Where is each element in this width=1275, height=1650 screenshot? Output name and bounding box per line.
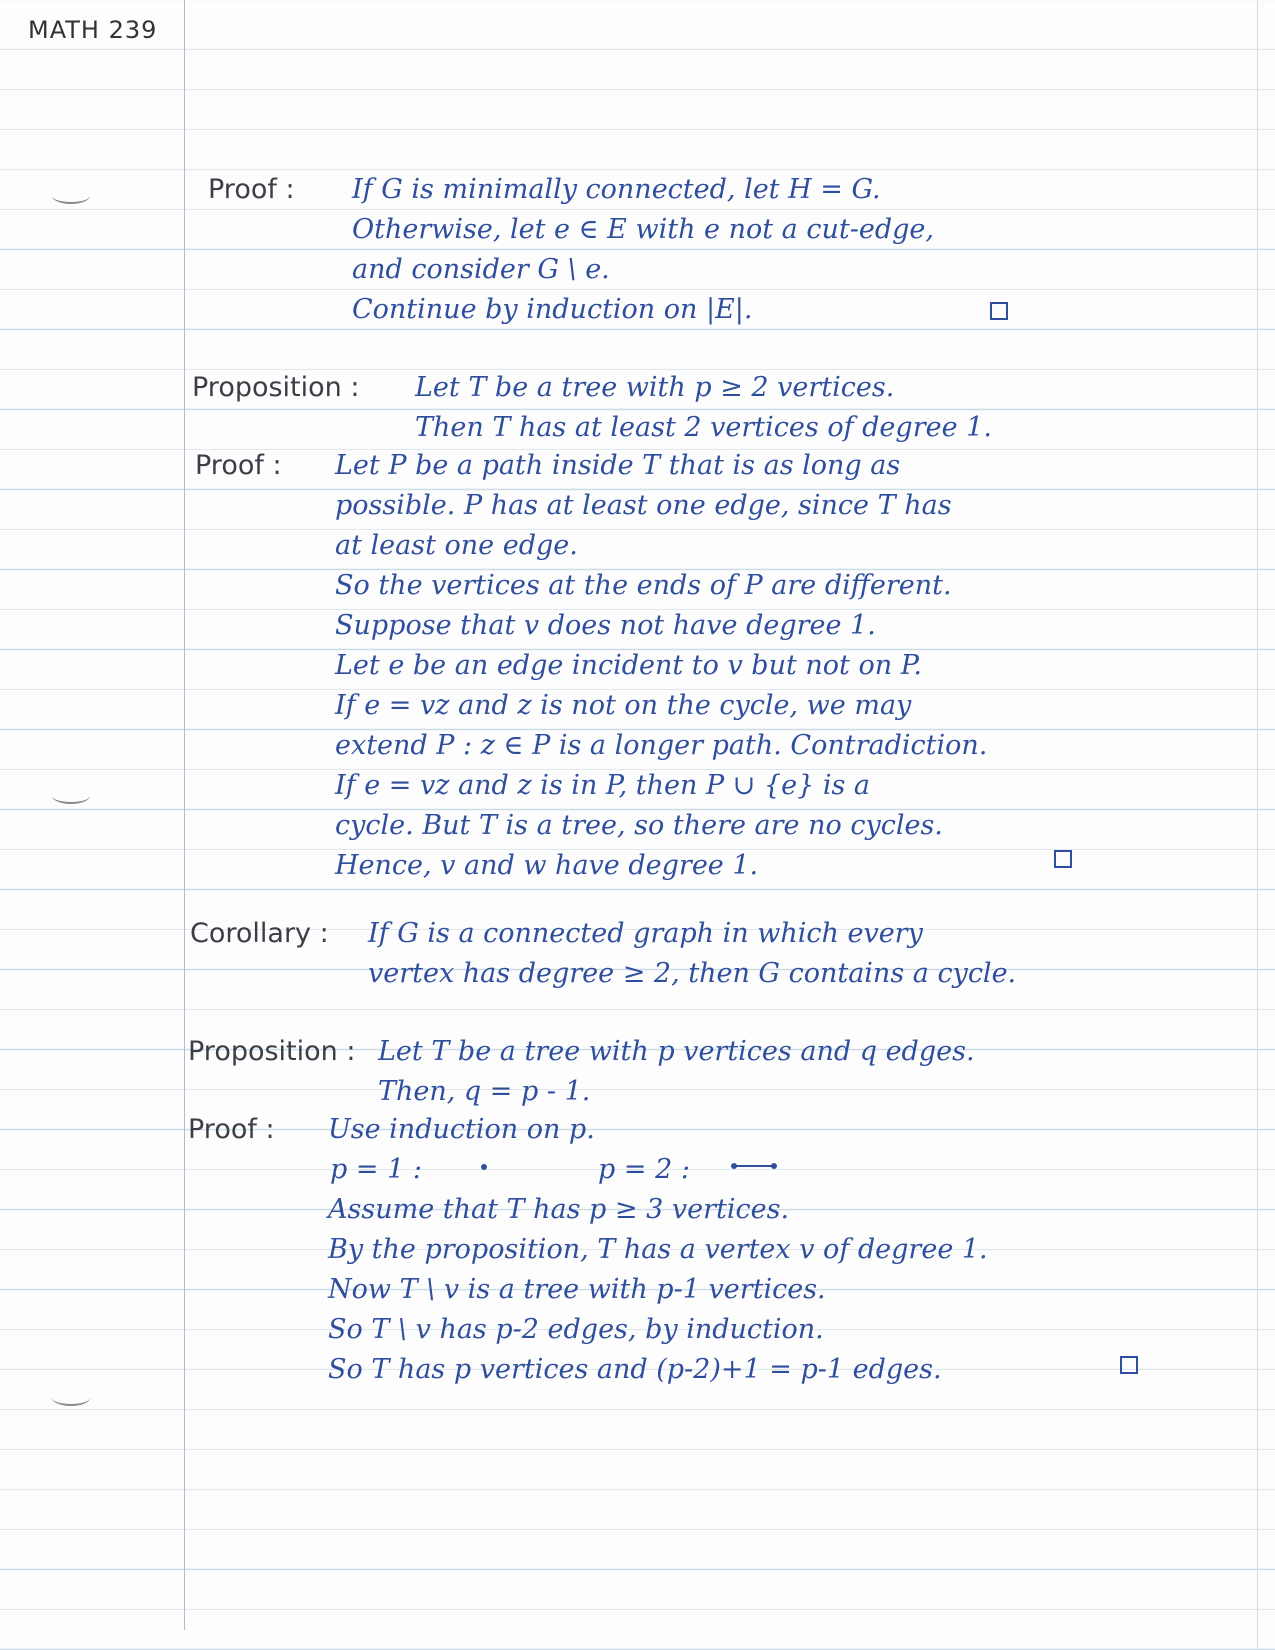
margin-line [184,0,185,1630]
text-line: at least one edge. [335,530,578,561]
text-line: extend P : z ∈ P is a longer path. Contradiction. [335,730,988,761]
proof-label: Proof : [188,1114,275,1145]
text-line: Use induction on p. [328,1114,595,1145]
text-line: If e = vz and z is not on the cycle, we may [335,690,912,721]
text-line: Otherwise, let e ∈ E with e not a cut-edge, [352,214,934,245]
text-line: If e = vz and z is in P, then P ∪ {e} is a [335,770,871,801]
text-line: Let T be a tree with p ≥ 2 vertices. [415,372,895,403]
vertex-dot [771,1163,777,1169]
text-line: Hence, v and w have degree 1. [335,850,759,881]
text-line: Let T be a tree with p vertices and q edges. [378,1036,975,1067]
punch-hole-mark [52,1390,90,1406]
vertex-dot [731,1163,737,1169]
page-edge [1257,0,1258,1650]
page-header: MATH 239 [28,16,158,44]
text-line: If G is minimally connected, let H = G. [352,174,881,205]
text-line: Continue by induction on |E|. [352,294,753,325]
single-edge-drawing [722,1150,792,1190]
punch-hole-mark [52,188,90,204]
proof-label: Proof : [195,450,282,481]
text-line: So the vertices at the ends of P are different. [335,570,952,601]
text-line: Then, q = p - 1. [378,1076,591,1107]
text-line: and consider G \ e. [352,254,610,285]
text-line: Now T \ v is a tree with p-1 vertices. [328,1274,826,1305]
proof-label: Proof : [208,174,295,205]
text-line: If G is a connected graph in which every [368,918,923,949]
corollary-label: Corollary : [190,918,329,949]
text-line: Let P be a path inside T that is as long as [335,450,901,481]
qed-square [1120,1356,1138,1374]
vertex-dot [481,1164,487,1170]
text-line: Assume that T has p ≥ 3 vertices. [328,1194,790,1225]
text-line: So T has p vertices and (p-2)+1 = p-1 edges. [328,1354,942,1385]
text-line: So T \ v has p-2 edges, by induction. [328,1314,824,1345]
single-vertex-drawing [470,1150,510,1190]
proposition-label: Proposition : [188,1036,356,1067]
text-line: possible. P has at least one edge, since T has [335,490,952,521]
qed-square [1054,850,1072,868]
text-line: Let e be an edge incident to v but not on P. [335,650,922,681]
text-line: Then T has at least 2 vertices of degree 1. [415,412,992,443]
punch-hole-mark [52,788,90,804]
base-case-label: p = 1 : [330,1154,422,1185]
qed-square [990,302,1008,320]
text-line: By the proposition, T has a vertex v of degree 1. [328,1234,988,1265]
text-line: vertex has degree ≥ 2, then G contains a cycle. [368,958,1017,989]
text-line: Suppose that v does not have degree 1. [335,610,876,641]
text-line: cycle. But T is a tree, so there are no cycles. [335,810,943,841]
base-case-label: p = 2 : [598,1154,690,1185]
proposition-label: Proposition : [192,372,360,403]
